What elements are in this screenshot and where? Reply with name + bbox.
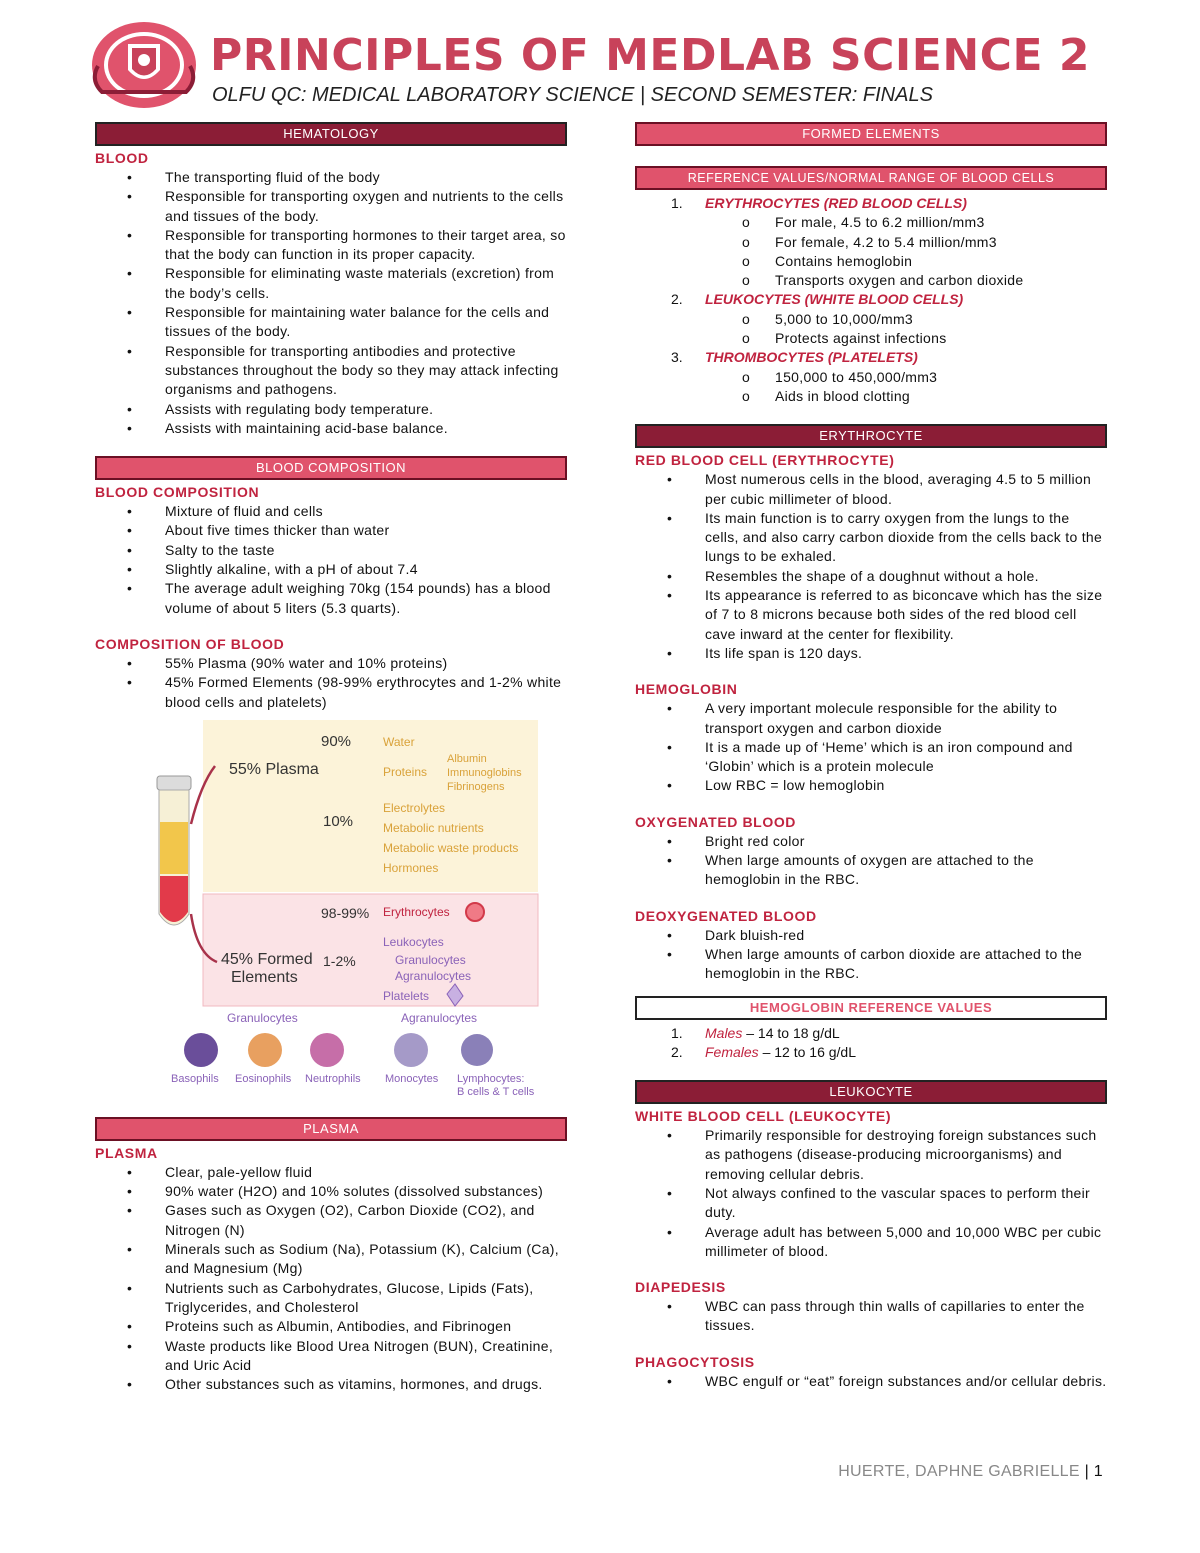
right-column bbox=[635, 122, 1107, 1391]
ref-value-males: – 14 to 18 g/dL bbox=[742, 1024, 840, 1041]
fig-formed-2: Elements bbox=[231, 968, 298, 986]
heading-plasma: PLASMA bbox=[95, 1144, 158, 1161]
list-number: 1. bbox=[671, 195, 683, 211]
list-item: • Its appearance is referred to as biconcave which has the size of 7 to 8 microns because both sides of the red blood cell cave inward at the center for flexibility. bbox=[635, 586, 1107, 644]
fig-metwaste: Metabolic waste products bbox=[383, 840, 519, 855]
list-item: • Primarily responsible for destroying foreign substances such as pathogens (disease-producing microorganisms) and removing cellular debris. bbox=[635, 1126, 1107, 1184]
heading-hemoglobin: HEMOGLOBIN bbox=[635, 681, 738, 698]
list-item: • 55% Plasma (90% water and 10% proteins) bbox=[95, 654, 567, 673]
list-number: 2. bbox=[671, 291, 683, 308]
list-item: • Mixture of fluid and cells bbox=[95, 502, 567, 521]
list-item: • Responsible for maintaining water balance for the cells and tissues of the body. bbox=[95, 303, 567, 342]
list-item: • Bright red color bbox=[635, 832, 1107, 851]
list-item: • Waste products like Blood Urea Nitrogen (BUN), Creatinine, and Uric Acid bbox=[95, 1337, 567, 1376]
plasma-list bbox=[95, 1163, 567, 1395]
heading-blood-composition: BLOOD COMPOSITION bbox=[95, 484, 260, 501]
oxygenated-list bbox=[635, 832, 1107, 890]
fig-gran-label: Granulocytes bbox=[227, 1010, 298, 1025]
heading-phagocytosis: PHAGOCYTOSIS bbox=[635, 1353, 755, 1370]
fig-hormones: Hormones bbox=[383, 860, 439, 875]
thrombocytes-title: THROMBOCYTES (PLATELETS) bbox=[705, 349, 918, 366]
fig-granulocytes: Granulocytes bbox=[395, 952, 466, 967]
list-item: • Clear, pale-yellow fluid bbox=[95, 1163, 567, 1182]
phagocytosis-list bbox=[635, 1372, 1107, 1391]
university-seal-logo bbox=[88, 20, 200, 110]
list-item: • Responsible for eliminating waste materials (excretion) from the body’s cells. bbox=[95, 264, 567, 303]
page-number: 1 bbox=[1093, 1463, 1103, 1480]
document-title: PRINCIPLES OF MEDLAB SCIENCE 2 bbox=[210, 30, 1090, 81]
list-item: o Protects against infections bbox=[635, 329, 1107, 348]
fig-proteins: Proteins bbox=[383, 764, 428, 779]
list-item: • About five times thicker than water bbox=[95, 521, 567, 540]
list-item: o Aids in blood clotting bbox=[635, 387, 1107, 406]
ref-label-males: Males bbox=[705, 1024, 743, 1041]
list-item: • Responsible for transporting oxygen and nutrients to the cells and tissues of the body. bbox=[95, 187, 567, 226]
fig-lymph-1: Lymphocytes: bbox=[457, 1072, 525, 1085]
heading-diapedesis: DIAPEDESIS bbox=[635, 1279, 726, 1296]
page-footer bbox=[838, 1463, 1103, 1481]
fig-90: 90% bbox=[321, 732, 352, 750]
list-item: • Minerals such as Sodium (Na), Potassium (K), Calcium (Ca), and Magnesium (Mg) bbox=[95, 1240, 567, 1279]
list-item bbox=[635, 1024, 1107, 1043]
blood-list bbox=[95, 168, 567, 438]
list-item: • Most numerous cells in the blood, averaging 4.5 to 5 million per cubic millimeter of blood. bbox=[635, 470, 1107, 509]
rbc-list bbox=[635, 470, 1107, 663]
list-item: • When large amounts of oxygen are attached to the hemoglobin in the RBC. bbox=[635, 851, 1107, 890]
fig-9899: 98-99% bbox=[321, 904, 370, 921]
list-item: • WBC engulf or “eat” foreign substances and/or cellular debris. bbox=[635, 1372, 1107, 1391]
list-item: • Resembles the shape of a doughnut without a hole. bbox=[635, 567, 1107, 586]
composition-of-blood-list bbox=[95, 654, 567, 712]
list-item: • When large amounts of carbon dioxide are attached to the hemoglobin in the RBC. bbox=[635, 945, 1107, 984]
fig-formed-1: 45% Formed bbox=[221, 950, 313, 968]
fig-electrolytes: Electrolytes bbox=[383, 800, 446, 815]
list-item: o 5,000 to 10,000/mm3 bbox=[635, 310, 1107, 329]
fig-monocytes: Monocytes bbox=[385, 1072, 439, 1085]
list-item: • Dark bluish-red bbox=[635, 926, 1107, 945]
blood-composition-figure bbox=[95, 714, 567, 1112]
leukocytes-sublist bbox=[635, 310, 1107, 349]
heading-blood: BLOOD bbox=[95, 150, 149, 166]
list-item: • Responsible for transporting antibodies and protective substances throughout the body so they may attack infecting organisms and pathogens. bbox=[95, 342, 567, 400]
fig-lymph-2: B cells & T cells bbox=[457, 1085, 535, 1098]
hemoglobin-list bbox=[635, 699, 1107, 795]
footer-author: HUERTE, DAPHNE GABRIELLE bbox=[838, 1463, 1080, 1480]
list-number: 2. bbox=[671, 1043, 683, 1060]
ref-label-females: Females bbox=[705, 1043, 759, 1060]
fig-albumin: Albumin bbox=[447, 752, 487, 765]
composition-list bbox=[95, 502, 567, 618]
fig-basophils: Basophils bbox=[171, 1072, 219, 1085]
leukocytes-title: LEUKOCYTES (WHITE BLOOD CELLS) bbox=[705, 291, 964, 308]
fig-immuno: Immunoglobins bbox=[447, 766, 522, 779]
list-item: • Slightly alkaline, with a pH of about 7.4 bbox=[95, 560, 567, 579]
reference-values-list bbox=[635, 194, 1107, 213]
section-bar-formed-elements: FORMED ELEMENTS bbox=[635, 122, 1107, 146]
fig-agran-label: Agranulocytes bbox=[401, 1010, 478, 1025]
fig-eosinophils: Eosinophils bbox=[235, 1072, 292, 1085]
list-item: • 90% water (H2O) and 10% solutes (dissolved substances) bbox=[95, 1182, 567, 1201]
list-item bbox=[635, 290, 1107, 309]
fig-metnut: Metabolic nutrients bbox=[383, 820, 484, 835]
diapedesis-list bbox=[635, 1297, 1107, 1336]
section-bar-blood-composition: BLOOD COMPOSITION bbox=[95, 456, 567, 480]
list-item bbox=[635, 1043, 1107, 1062]
fig-plasma: 55% Plasma bbox=[229, 760, 319, 778]
hemoglobin-reference-list bbox=[635, 1024, 1107, 1063]
ref-value-females: – 12 to 16 g/dL bbox=[758, 1043, 856, 1060]
list-item: • Its life span is 120 days. bbox=[635, 644, 1107, 663]
list-item bbox=[635, 194, 1107, 213]
list-item: • Other substances such as vitamins, hormones, and drugs. bbox=[95, 1375, 567, 1394]
reference-values-list-2 bbox=[635, 290, 1107, 309]
section-bar-leukocyte: LEUKOCYTE bbox=[635, 1080, 1107, 1104]
list-item: • Salty to the taste bbox=[95, 541, 567, 560]
heading-deoxygenated: DEOXYGENATED BLOOD bbox=[635, 907, 817, 924]
list-item: o For female, 4.2 to 5.4 million/mm3 bbox=[635, 233, 1107, 252]
wbc-list bbox=[635, 1126, 1107, 1261]
list-number: 3. bbox=[671, 349, 683, 366]
fig-fibrinogens: Fibrinogens bbox=[447, 780, 505, 793]
list-item: o Transports oxygen and carbon dioxide bbox=[635, 271, 1107, 290]
fig-platelets: Platelets bbox=[383, 988, 430, 1003]
section-bar-plasma: PLASMA bbox=[95, 1117, 567, 1141]
fig-10: 10% bbox=[323, 812, 354, 830]
list-item: • Not always confined to the vascular spaces to perform their duty. bbox=[635, 1184, 1107, 1223]
reference-values-list-3 bbox=[635, 348, 1107, 367]
page-header bbox=[88, 20, 1188, 120]
thrombocytes-sublist bbox=[635, 368, 1107, 407]
fig-agranulocytes: Agranulocytes bbox=[395, 968, 472, 983]
fig-water: Water bbox=[383, 734, 415, 749]
list-item: • 45% Formed Elements (98-99% erythrocytes and 1-2% white blood cells and platelets) bbox=[95, 673, 567, 712]
fig-neutrophils: Neutrophils bbox=[305, 1072, 361, 1085]
list-item bbox=[635, 348, 1107, 367]
heading-rbc: RED BLOOD CELL (ERYTHROCYTE) bbox=[635, 452, 895, 469]
list-item: • A very important molecule responsible for the ability to transport oxygen and carbon dioxide bbox=[635, 699, 1107, 738]
section-bar-hemoglobin-reference: HEMOGLOBIN REFERENCE VALUES bbox=[635, 996, 1107, 1020]
erythrocytes-sublist bbox=[635, 213, 1107, 290]
list-item: • Average adult has between 5,000 and 10,000 WBC per cubic millimeter of blood. bbox=[635, 1223, 1107, 1262]
list-number: 1. bbox=[671, 1024, 683, 1041]
list-item: • Assists with regulating body temperature. bbox=[95, 400, 567, 419]
fig-12: 1-2% bbox=[323, 952, 356, 969]
erythrocytes-title: ERYTHROCYTES (RED BLOOD CELLS) bbox=[705, 195, 967, 211]
list-item: o For male, 4.5 to 6.2 million/mm3 bbox=[635, 213, 1107, 232]
list-item: o 150,000 to 450,000/mm3 bbox=[635, 368, 1107, 387]
heading-wbc: WHITE BLOOD CELL (LEUKOCYTE) bbox=[635, 1108, 892, 1125]
section-bar-reference-values: REFERENCE VALUES/NORMAL RANGE OF BLOOD CELLS bbox=[635, 166, 1107, 190]
list-item: • Responsible for transporting hormones to their target area, so that the body can function in its proper capacity. bbox=[95, 226, 567, 265]
list-item: • The average adult weighing 70kg (154 pounds) has a blood volume of about 5 liters (5.3 quarts). bbox=[95, 579, 567, 618]
section-bar-hematology: HEMATOLOGY bbox=[95, 122, 567, 146]
list-item: • It is a made up of ‘Heme’ which is an iron compound and ‘Globin’ which is a protein molecule bbox=[635, 738, 1107, 777]
list-item: • Low RBC = low hemoglobin bbox=[635, 776, 1107, 795]
fig-leukocytes: Leukocytes bbox=[383, 934, 444, 949]
footer-separator: | bbox=[1079, 1463, 1094, 1480]
document-subtitle: OLFU QC: MEDICAL LABORATORY SCIENCE | SECOND SEMESTER: FINALS bbox=[212, 84, 933, 106]
list-item: • WBC can pass through thin walls of capillaries to enter the tissues. bbox=[635, 1297, 1107, 1336]
list-item: o Contains hemoglobin bbox=[635, 252, 1107, 271]
list-item: • Its main function is to carry oxygen from the lungs to the cells, and also carry carbon dioxide from the cells back to the lungs to be exhaled. bbox=[635, 509, 1107, 567]
list-item: • Gases such as Oxygen (O2), Carbon Dioxide (CO2), and Nitrogen (N) bbox=[95, 1201, 567, 1240]
list-item: • Assists with maintaining acid-base balance. bbox=[95, 419, 567, 438]
list-item: • The transporting fluid of the body bbox=[95, 168, 567, 187]
section-bar-erythrocyte: ERYTHROCYTE bbox=[635, 424, 1107, 448]
list-item: • Proteins such as Albumin, Antibodies, and Fibrinogen bbox=[95, 1317, 567, 1336]
left-column bbox=[95, 122, 567, 1394]
list-item: • Nutrients such as Carbohydrates, Glucose, Lipids (Fats), Triglycerides, and Cholesterol bbox=[95, 1279, 567, 1318]
heading-composition-of-blood: COMPOSITION OF BLOOD bbox=[95, 635, 285, 652]
fig-erythrocytes: Erythrocytes bbox=[383, 904, 450, 919]
deoxygenated-list bbox=[635, 926, 1107, 984]
heading-oxygenated: OXYGENATED BLOOD bbox=[635, 813, 797, 830]
